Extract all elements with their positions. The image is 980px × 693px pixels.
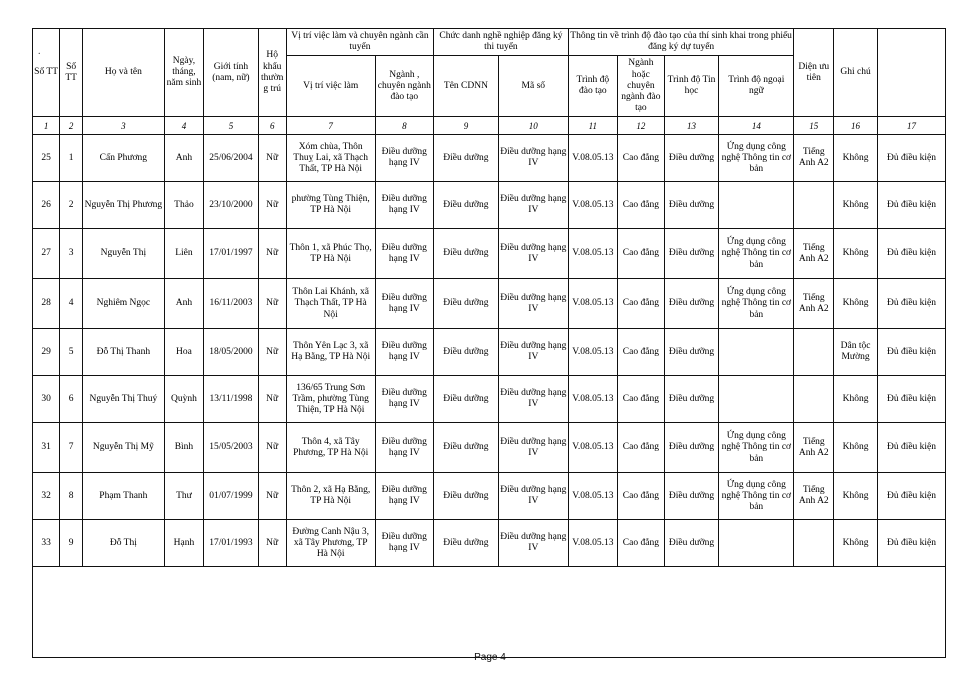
cell-trinh-do: Cao đẳng (617, 423, 664, 473)
cell-ngoai-ngu: Tiếng Anh A2 (794, 473, 834, 520)
cell-stt2: 7 (60, 423, 83, 473)
cell-uu-tien: Không (834, 229, 878, 279)
table-row (33, 182, 946, 229)
cell-trinh-do: Cao đẳng (617, 135, 664, 182)
cell-gioi-tinh: Nữ (258, 135, 286, 182)
cell-gioi-tinh: Nữ (258, 329, 286, 376)
cell-trinh-do: Cao đẳng (617, 229, 664, 279)
cell-ngay-sinh: 23/10/2000 (204, 182, 258, 229)
cell-uu-tien: Không (834, 135, 878, 182)
cell-tin-hoc (719, 376, 794, 423)
cell-nganh-dt: Điều dưỡng (664, 279, 718, 329)
cell-uu-tien: Không (834, 376, 878, 423)
col-num-5: 5 (204, 117, 258, 135)
cell-ma-so: V.08.05.13 (568, 423, 617, 473)
cell-ma-so: V.08.05.13 (568, 520, 617, 567)
cell-ten-rieng: Thư (164, 473, 204, 520)
cell-stt2: 3 (60, 229, 83, 279)
cell-ghi-chu: Đủ điều kiện (877, 376, 945, 423)
header-group-chuc-danh: Chức danh nghề nghiệp đăng ký thi tuyển (434, 29, 569, 56)
cell-ma-so: V.08.05.13 (568, 376, 617, 423)
cell-ngoai-ngu: Tiếng Anh A2 (794, 229, 834, 279)
cell-stt: 33 (33, 520, 60, 567)
cell-ngay-sinh: 15/05/2003 (204, 423, 258, 473)
cell-ma-so: V.08.05.13 (568, 229, 617, 279)
header-so-tt: Số TT (33, 29, 60, 117)
cell-ngoai-ngu: Tiếng Anh A2 (794, 423, 834, 473)
cell-ten-cdnn: Điều dưỡng hạng IV (498, 376, 568, 423)
col-num-3: 3 (83, 117, 164, 135)
cell-trinh-do: Cao đẳng (617, 279, 664, 329)
col-num-13: 13 (664, 117, 718, 135)
column-number-row (33, 117, 946, 135)
col-num-2: 2 (60, 117, 83, 135)
col-num-15: 15 (794, 117, 834, 135)
header-so-tt-2: Số TT (60, 29, 83, 117)
cell-stt: 28 (33, 279, 60, 329)
header-ten-cdnn: Tên CDNN (434, 56, 499, 117)
cell-ho-khau: Thôn Yên Lạc 3, xã Hạ Bằng, TP Hà Nội (286, 329, 375, 376)
cell-nganh-dt: Điều dưỡng (664, 473, 718, 520)
cell-ngay-sinh: 13/11/1998 (204, 376, 258, 423)
cell-nganh-dt: Điều dưỡng (664, 135, 718, 182)
cell-stt2: 4 (60, 279, 83, 329)
cell-tin-hoc: Ứng dụng công nghệ Thông tin cơ bản (719, 279, 794, 329)
cell-ngay-sinh: 16/11/2003 (204, 279, 258, 329)
cell-ho-khau: Thôn Lai Khánh, xã Thạch Thất, TP Hà Nội (286, 279, 375, 329)
cell-ngay-sinh: 01/07/1999 (204, 473, 258, 520)
cell-nganh-dt: Điều dưỡng (664, 182, 718, 229)
cell-tin-hoc: Ứng dụng công nghệ Thông tin cơ bản (719, 423, 794, 473)
col-num-9: 9 (434, 117, 499, 135)
header-ho-va-ten: Họ và tên (83, 29, 164, 117)
cell-nganh: Điều dưỡng (434, 279, 499, 329)
candidate-registration-table (32, 28, 946, 567)
header-group-thong-tin-dao-tao: Thông tin về trình độ đào tạo của thí sinh khai trong phiếu đăng ký dự tuyển (568, 29, 794, 56)
cell-stt: 25 (33, 135, 60, 182)
cell-gioi-tinh: Nữ (258, 423, 286, 473)
cell-nganh: Điều dưỡng (434, 135, 499, 182)
cell-gioi-tinh: Nữ (258, 182, 286, 229)
cell-ho-khau: Xóm chùa, Thôn Thuỵ Lai, xã Thạch Thất, TP Hà Nội (286, 135, 375, 182)
cell-ma-so: V.08.05.13 (568, 182, 617, 229)
cell-uu-tien: Không (834, 279, 878, 329)
cell-ma-so: V.08.05.13 (568, 279, 617, 329)
cell-vi-tri: Điều dưỡng hạng IV (375, 376, 434, 423)
cell-nganh: Điều dưỡng (434, 376, 499, 423)
cell-stt: 30 (33, 376, 60, 423)
cell-uu-tien: Không (834, 182, 878, 229)
cell-ho-khau: 136/65 Trung Sơn Trầm, phường Tùng Thiện, TP Hà Nội (286, 376, 375, 423)
cell-ghi-chu: Đủ điều kiện (877, 182, 945, 229)
cell-nganh-dt: Điều dưỡng (664, 423, 718, 473)
col-num-8: 8 (375, 117, 434, 135)
cell-nganh-dt: Điều dưỡng (664, 520, 718, 567)
cell-ten-rieng: Anh (164, 135, 204, 182)
header-trinh-do-ngoai-ngu: Trình độ ngoại ngữ (719, 56, 794, 117)
cell-nganh-dt: Điều dưỡng (664, 329, 718, 376)
cell-uu-tien: Không (834, 520, 878, 567)
col-num-6: 6 (258, 117, 286, 135)
cell-ho-ten: Nguyễn Thị Thuý (83, 376, 164, 423)
cell-gioi-tinh: Nữ (258, 279, 286, 329)
cell-ten-rieng: Liên (164, 229, 204, 279)
cell-ho-ten: Cấn Phương (83, 135, 164, 182)
table-row (33, 376, 946, 423)
col-num-16: 16 (834, 117, 878, 135)
cell-ghi-chu: Đủ điều kiện (877, 279, 945, 329)
col-num-14: 14 (719, 117, 794, 135)
cell-nganh: Điều dưỡng (434, 520, 499, 567)
cell-vi-tri: Điều dưỡng hạng IV (375, 229, 434, 279)
table-row (33, 423, 946, 473)
cell-gioi-tinh: Nữ (258, 473, 286, 520)
col-num-12: 12 (617, 117, 664, 135)
cell-tin-hoc: Ứng dụng công nghệ Thông tin cơ bản (719, 135, 794, 182)
cell-nganh: Điều dưỡng (434, 229, 499, 279)
cell-ghi-chu: Đủ điều kiện (877, 423, 945, 473)
cell-stt: 29 (33, 329, 60, 376)
cell-stt: 27 (33, 229, 60, 279)
table-row (33, 473, 946, 520)
cell-vi-tri: Điều dưỡng hạng IV (375, 135, 434, 182)
cell-ten-cdnn: Điều dưỡng hạng IV (498, 520, 568, 567)
cell-vi-tri: Điều dưỡng hạng IV (375, 520, 434, 567)
header-ma-so: Mã số (498, 56, 568, 117)
header-ghi-chu: Ghi chú (834, 29, 878, 117)
cell-stt2: 1 (60, 135, 83, 182)
cell-ghi-chu: Đủ điều kiện (877, 229, 945, 279)
header-trinh-do-tin-hoc: Trình độ Tin học (664, 56, 718, 117)
cell-trinh-do: Cao đẳng (617, 329, 664, 376)
header-ngay-sinh: Ngày, tháng, năm sinh (164, 29, 204, 117)
cell-ngay-sinh: 18/05/2000 (204, 329, 258, 376)
cell-tin-hoc: Ứng dụng công nghệ Thông tin cơ bản (719, 473, 794, 520)
cell-tin-hoc: Ứng dụng công nghệ Thông tin cơ bản (719, 229, 794, 279)
header-dien-uu-tien: Diện ưu tiên (794, 29, 834, 117)
cell-ho-ten: Đỗ Thị Thanh (83, 329, 164, 376)
cell-ten-cdnn: Điều dưỡng hạng IV (498, 329, 568, 376)
cell-uu-tien: Không (834, 423, 878, 473)
cell-gioi-tinh: Nữ (258, 520, 286, 567)
cell-tin-hoc (719, 329, 794, 376)
cell-ten-cdnn: Điều dưỡng hạng IV (498, 135, 568, 182)
cell-ngay-sinh: 17/01/1993 (204, 520, 258, 567)
cell-ma-so: V.08.05.13 (568, 473, 617, 520)
table-row (33, 329, 946, 376)
table-row (33, 135, 946, 182)
table-row (33, 229, 946, 279)
cell-stt2: 2 (60, 182, 83, 229)
header-group-vi-tri: Vị trí việc làm và chuyên ngành cần tuyển (286, 29, 433, 56)
cell-ho-khau: Thôn 1, xã Phúc Thọ, TP Hà Nội (286, 229, 375, 279)
cell-nganh: Điều dưỡng (434, 329, 499, 376)
cell-stt: 32 (33, 473, 60, 520)
cell-ten-cdnn: Điều dưỡng hạng IV (498, 423, 568, 473)
cell-ngay-sinh: 17/01/1997 (204, 229, 258, 279)
cell-ma-so: V.08.05.13 (568, 329, 617, 376)
table-row (33, 279, 946, 329)
cell-gioi-tinh: Nữ (258, 229, 286, 279)
cell-ma-so: V.08.05.13 (568, 135, 617, 182)
cell-ho-ten: Phạm Thanh (83, 473, 164, 520)
cell-nganh: Điều dưỡng (434, 423, 499, 473)
cell-ten-rieng: Bình (164, 423, 204, 473)
page-number-label: Page 4 (474, 652, 506, 663)
col-num-11: 11 (568, 117, 617, 135)
cell-trinh-do: Cao đẳng (617, 182, 664, 229)
cell-tin-hoc (719, 520, 794, 567)
cell-ngoai-ngu (794, 376, 834, 423)
cell-uu-tien: Dân tộc Mường (834, 329, 878, 376)
cell-ngoai-ngu (794, 329, 834, 376)
cell-ghi-chu: Đủ điều kiện (877, 473, 945, 520)
cell-gioi-tinh: Nữ (258, 376, 286, 423)
cell-vi-tri: Điều dưỡng hạng IV (375, 182, 434, 229)
cell-ghi-chu: Đủ điều kiện (877, 135, 945, 182)
header-trinh-do-dao-tao: Trình độ đào tạo (568, 56, 617, 117)
col-num-1: 1 (33, 117, 60, 135)
cell-ten-rieng: Anh (164, 279, 204, 329)
col-num-4: 4 (164, 117, 204, 135)
cell-ho-khau: phường Tùng Thiện, TP Hà Nội (286, 182, 375, 229)
header-nganh-dao-tao: Ngành hoặc chuyên ngành đào tạo (617, 56, 664, 117)
cell-stt: 26 (33, 182, 60, 229)
corner-mark: . (38, 46, 41, 57)
cell-ho-khau: Thôn 2, xã Hạ Bằng, TP Hà Nội (286, 473, 375, 520)
cell-ten-rieng: Thảo (164, 182, 204, 229)
cell-vi-tri: Điều dưỡng hạng IV (375, 473, 434, 520)
cell-vi-tri: Điều dưỡng hạng IV (375, 329, 434, 376)
cell-ho-ten: Nguyễn Thị Mỹ (83, 423, 164, 473)
cell-nganh: Điều dưỡng (434, 182, 499, 229)
cell-trinh-do: Cao đẳng (617, 520, 664, 567)
cell-ngoai-ngu: Tiếng Anh A2 (794, 279, 834, 329)
cell-trinh-do: Cao đẳng (617, 376, 664, 423)
header-vi-tri-viec-lam: Vị trí việc làm (286, 56, 375, 117)
cell-stt2: 8 (60, 473, 83, 520)
cell-vi-tri: Điều dưỡng hạng IV (375, 279, 434, 329)
cell-vi-tri: Điều dưỡng hạng IV (375, 423, 434, 473)
cell-ghi-chu: Đủ điều kiện (877, 520, 945, 567)
header-ho-khau: Hộ khẩu thường trú (258, 29, 286, 117)
cell-ten-cdnn: Điều dưỡng hạng IV (498, 473, 568, 520)
cell-tin-hoc (719, 182, 794, 229)
cell-ten-rieng: Hạnh (164, 520, 204, 567)
cell-ten-rieng: Quỳnh (164, 376, 204, 423)
cell-ngay-sinh: 25/06/2004 (204, 135, 258, 182)
cell-ngoai-ngu (794, 520, 834, 567)
cell-ho-ten: Đỗ Thị (83, 520, 164, 567)
col-num-17: 17 (877, 117, 945, 135)
col-num-7: 7 (286, 117, 375, 135)
cell-stt2: 6 (60, 376, 83, 423)
cell-ghi-chu: Đủ điều kiện (877, 329, 945, 376)
cell-ten-cdnn: Điều dưỡng hạng IV (498, 182, 568, 229)
cell-ho-khau: Thôn 4, xã Tây Phương, TP Hà Nội (286, 423, 375, 473)
cell-ho-ten: Nguyễn Thị Phương (83, 182, 164, 229)
cell-ho-ten: Nghiêm Ngọc (83, 279, 164, 329)
cell-nganh: Điều dưỡng (434, 473, 499, 520)
cell-uu-tien: Không (834, 473, 878, 520)
header-nganh-chuyen-nganh: Ngành , chuyên ngành đào tạo (375, 56, 434, 117)
cell-ten-cdnn: Điều dưỡng hạng IV (498, 279, 568, 329)
header-gioi-tinh: Giới tính (nam, nữ) (204, 29, 258, 117)
cell-ngoai-ngu (794, 182, 834, 229)
cell-stt2: 9 (60, 520, 83, 567)
cell-ho-ten: Nguyễn Thị (83, 229, 164, 279)
col-num-10: 10 (498, 117, 568, 135)
cell-ten-cdnn: Điều dưỡng hạng IV (498, 229, 568, 279)
cell-nganh-dt: Điều dưỡng (664, 376, 718, 423)
cell-ho-khau: Đường Canh Nậu 3, xã Tây Phương, TP Hà Nội (286, 520, 375, 567)
cell-stt2: 5 (60, 329, 83, 376)
table-row (33, 520, 946, 567)
cell-ten-rieng: Hoa (164, 329, 204, 376)
cell-stt: 31 (33, 423, 60, 473)
cell-nganh-dt: Điều dưỡng (664, 229, 718, 279)
cell-trinh-do: Cao đẳng (617, 473, 664, 520)
cell-ngoai-ngu: Tiếng Anh A2 (794, 135, 834, 182)
